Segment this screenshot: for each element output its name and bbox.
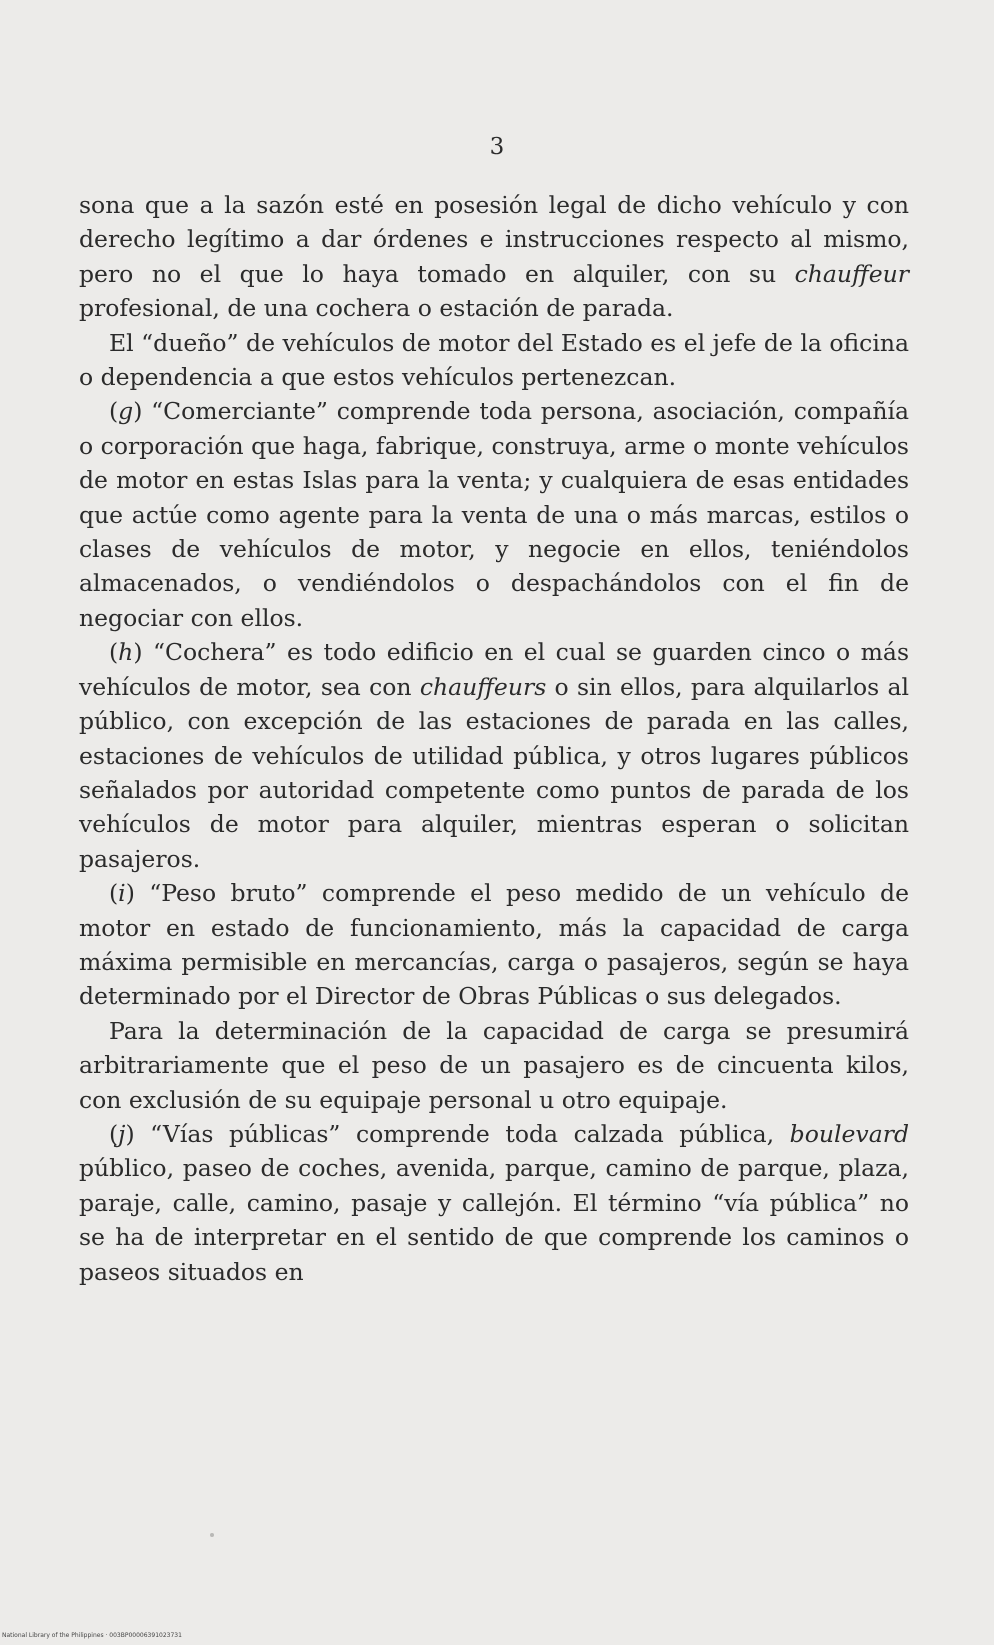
italic-text-run: chauffeurs	[419, 672, 547, 701]
paragraph-i-peso-bruto	[79, 876, 909, 1014]
paragraph-capacidad-carga	[79, 1014, 909, 1117]
italic-text-run: g	[118, 397, 134, 426]
text-run: ) “Peso bruto” comprende el peso medido de un vehículo de motor en estado de funcionamiento, más la capacidad de carga máxima permisible en mercancías, carga o pasajeros, según se haya determinado por el Director de Obras Públicas o sus delegados.	[79, 879, 909, 1011]
paragraph-j-vias-publicas	[79, 1117, 909, 1289]
text-run: profesional, de una cochera o estación de parada.	[79, 294, 674, 323]
italic-text-run: chauffeur	[794, 259, 909, 288]
page-number: 3	[489, 134, 505, 160]
italic-text-run: boulevard	[789, 1119, 909, 1148]
paragraph-dueno-continuation	[79, 188, 909, 326]
paragraph-g-comerciante	[79, 394, 909, 635]
text-run: El “dueño” de vehículos de motor del Estado es el jefe de la oficina o dependencia a que estos vehículos pertenezcan.	[79, 328, 909, 392]
italic-text-run: h	[118, 638, 134, 667]
text-run: ) “Cochera” es todo edificio en el cual se guarden cinco o más vehículos de motor, sea con	[79, 638, 909, 701]
text-run: (	[109, 397, 119, 426]
text-run: (	[109, 1119, 119, 1148]
text-run: ) “Comerciante” comprende toda persona, asociación, compañía o corporación que haga, fabrique, construya, arme o monte vehículos de motor en estas Islas para la venta; y cualquiera de esas entidades que actúe como agente para la venta de una o más marcas, estilos o clases de vehículos de motor, y negocie en ellos, teniéndolos almacenados, o vendiéndolos o despachándolos con el fin de negociar con ellos.	[79, 397, 909, 632]
scan-speck	[210, 1533, 214, 1537]
scan-footer-credit: National Library of the Philippines · 003BP00006391023731	[2, 1632, 182, 1639]
text-run: Para la determinación de la capacidad de carga se presumirá arbitrariamente que el peso de un pasajero es de cincuenta kilos, con exclusión de su equipaje personal u otro equipaje.	[79, 1016, 909, 1114]
text-run: público, paseo de coches, avenida, parque, camino de parque, plaza, paraje, calle, camino, pasaje y callejón. El término “vía pública” no se ha de interpretar en el sentido de que comprende los caminos o paseos situados en	[79, 1154, 909, 1286]
paragraph-dueno-estado	[79, 326, 909, 395]
text-run: (	[109, 879, 119, 908]
paragraph-h-cochera	[79, 635, 909, 876]
body-text	[79, 188, 909, 1289]
italic-text-run: j	[118, 1119, 126, 1148]
text-run: (	[109, 638, 119, 667]
italic-text-run: i	[118, 879, 126, 908]
text-run: o sin ellos, para alquilarlos al público, con excepción de las estaciones de parada en las calles, estaciones de vehículos de utilidad pública, y otros lugares públicos señalados por autoridad competente como puntos de parada de los vehículos de motor para alquiler, mientras esperan o solicitan pasajeros.	[79, 672, 909, 873]
text-run: sona que a la sazón esté en posesión legal de dicho vehículo y con derecho legítimo a dar órdenes e instrucciones respecto al mismo, pero no el que lo haya tomado en alquiler, con su	[79, 191, 909, 288]
text-run: ) “Vías públicas” comprende toda calzada pública,	[125, 1119, 790, 1148]
